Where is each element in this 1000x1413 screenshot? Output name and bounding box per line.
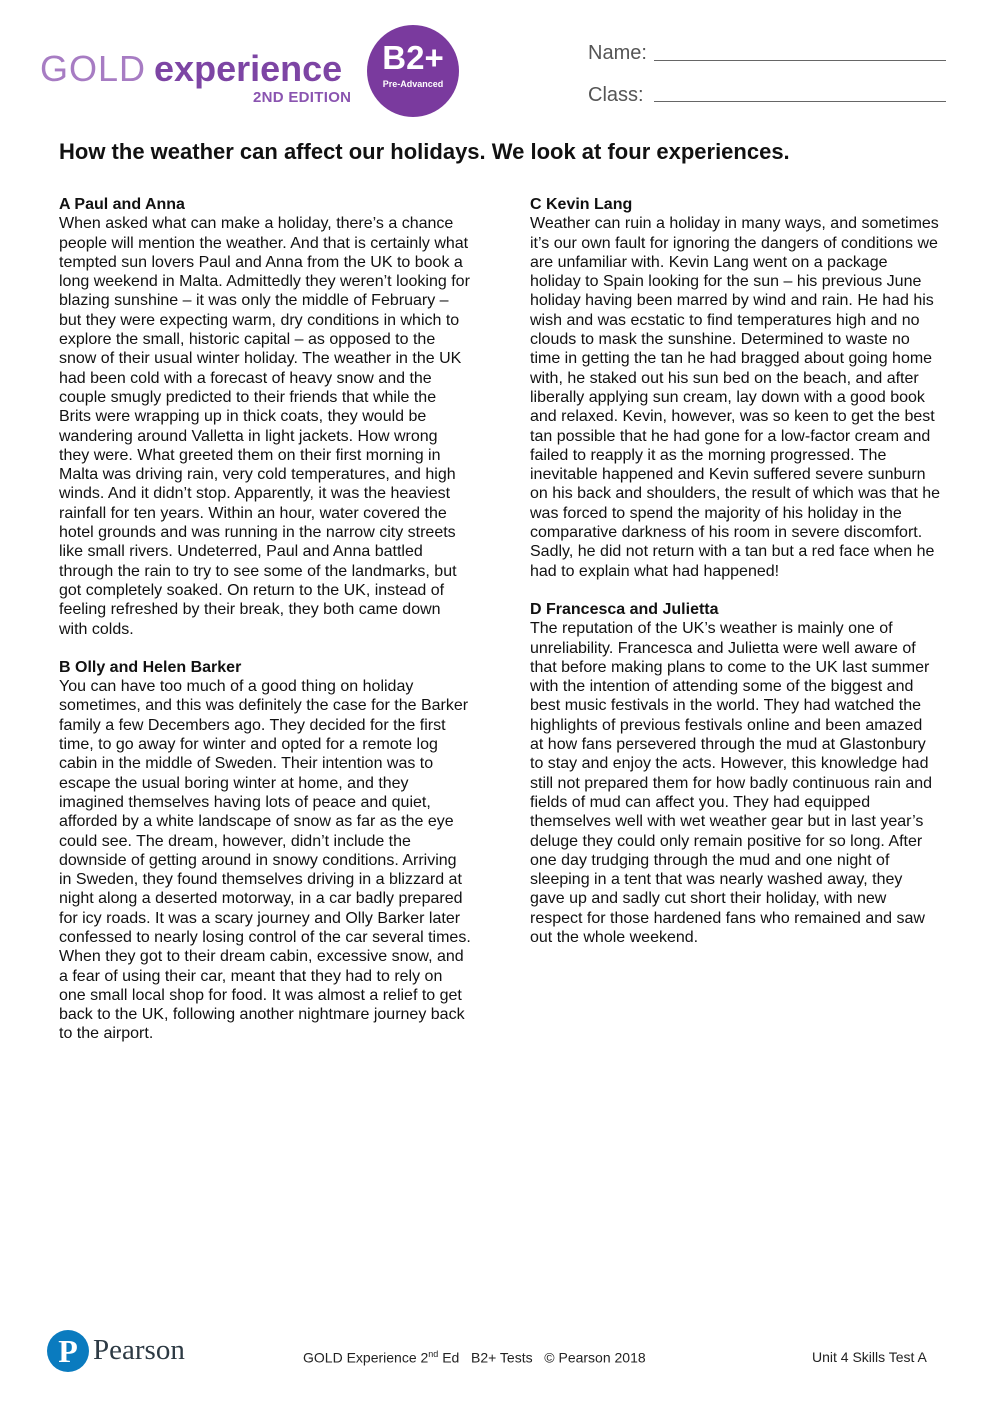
brand-gold-text: GOLD	[40, 48, 147, 89]
gold-experience-logo	[40, 48, 342, 90]
section-b	[59, 658, 471, 1044]
section-a	[59, 195, 471, 639]
pearson-icon: P	[47, 1330, 89, 1372]
section-c	[530, 195, 940, 581]
footer-book-b: Ed B2+ Tests © Pearson 2018	[438, 1349, 646, 1366]
section-body: You can have too much of a good thing on holiday sometimes, and this was definitely the case for the Barker family a few Decembers ago. They decided for the first time, to go away for winter and opted for a remote log cabin in the middle of Sweden. Their intention was to escape the usual boring winter at home, and they imagined themselves having lots of peace and quiet, afforded by a white landscape of snow as far as the eye could see. The dream, however, didn’t include the downside of getting around in snowy conditions. Arriving in Sweden, they found themselves driving in a blizzard at night along a deserted motorway, in a car badly prepared for icy roads. It was a scary journey and Olly Barker later confessed to nearly losing control of the car several times. When they got to their dream cabin, excessive snow, and a fear of using their car, meant that they had to rely on one small local shop for food. It was almost a relief to get back to the UK, following another nightmare journey back to the airport.	[59, 678, 471, 1043]
name-line[interactable]	[654, 60, 946, 61]
footer-unit: Unit 4 Skills Test A	[812, 1349, 927, 1365]
section-body: Weather can ruin a holiday in many ways, and sometimes it’s our own fault for ignoring the dangers of conditions we are unfamiliar with. Kevin Lang went on a package holiday to Spain looking for the sun – his previous June holiday having been marred by wind and rain. He had his wish and was ecstatic to find temperatures high and no clouds to mask the sunshine. Determined to waste no time in getting the tan he had bragged about going home with, he staked out his sun bed on the beach, and after liberally applying sun cream, lay down with a good book and relaxed. Kevin, however, was so keen to get the best tan possible that he had gone for a low-factor cream and failed to reapply it as the morning progressed. The inevitable happened and Kevin suffered severe sunburn on his back and shoulders, the result of which was that he was forced to spend the majority of his holiday in the comparative darkness of his room in severe discomfort. Sadly, he did not return with a tan but a red face when he had to explain what had happened!	[530, 215, 941, 580]
section-heading: C Kevin Lang	[530, 196, 633, 213]
footer-copyright	[303, 1349, 646, 1366]
class-label: Class:	[588, 84, 644, 106]
footer-book-a: GOLD Experience 2	[303, 1349, 429, 1366]
level-badge	[367, 25, 459, 117]
section-heading: D Francesca and Julietta	[530, 600, 719, 618]
badge-level-text: B2+	[382, 39, 444, 76]
section-heading: B Olly and Helen Barker	[59, 658, 242, 676]
page-title: How the weather can affect our holidays. We look at four experiences.	[59, 139, 790, 164]
name-label: Name:	[588, 42, 647, 64]
left-column	[59, 195, 471, 1063]
section-body: When asked what can make a holiday, there’s a chance people will mention the weather. And that is certainly what tempted sun lovers Paul and Anna from the UK to book a long weekend in Malta. Admittedly they weren’t looking for blazing sunshine – it was only the middle of February – but they were expecting warm, dry conditions in which to explore the small, historic capital – as opposed to the snow of their usual winter holiday. The weather in the UK had been cold with a forecast of heavy snow and the couple smugly predicted to their friends that while the Brits were wrapping up in thick coats, they would be wandering around Valletta in light jackets. How wrong they were. What greeted them on their first morning in Malta was driving rain, very cold temperatures, and high winds. And it didn’t stop. Apparently, it was the heaviest rainfall for ten years. Within an hour, water covered the hotel grounds and was running in the narrow city streets like small rivers. Undeterred, Paul and Anna battled through the rain to try to see some of the landmarks, but got completely soaked. On return to the UK, instead of feeling refreshed by their break, they both came down with colds.	[59, 215, 470, 638]
section-heading: A Paul and Anna	[59, 196, 185, 213]
right-column	[530, 195, 940, 966]
pearson-wordmark: Pearson	[93, 1334, 185, 1366]
section-body: The reputation of the UK’s weather is mainly one of unreliability. Francesca and Julietta were well aware of that before making plans to come to the UK last summer with the intention of attending some of the biggest and best music festivals in the world. They had watched the highlights of previous festivals online and been amazed at how fans persevered through the mud at Glastonbury to stay and enjoy the acts. However, this knowledge had still not prepared them for how badly continuous rain and fields of mud can affect you. They had equipped themselves well with wet weather gear but in last year’s deluge they could only remain positive for so long. After one day trudging through the mud and one night of sleeping in a tent that was nearly washed away, they gave up and sadly cut short their holiday, with new respect for those hardened fans who remained and saw out the whole weekend.	[530, 620, 933, 946]
edition-label: 2ND EDITION	[253, 89, 352, 106]
class-line[interactable]	[654, 101, 946, 102]
badge-sub-text: Pre-Advanced	[382, 79, 444, 89]
brand-experience-text: experience	[154, 48, 343, 89]
section-d	[530, 600, 940, 947]
footer-book-sup: nd	[428, 1349, 439, 1359]
